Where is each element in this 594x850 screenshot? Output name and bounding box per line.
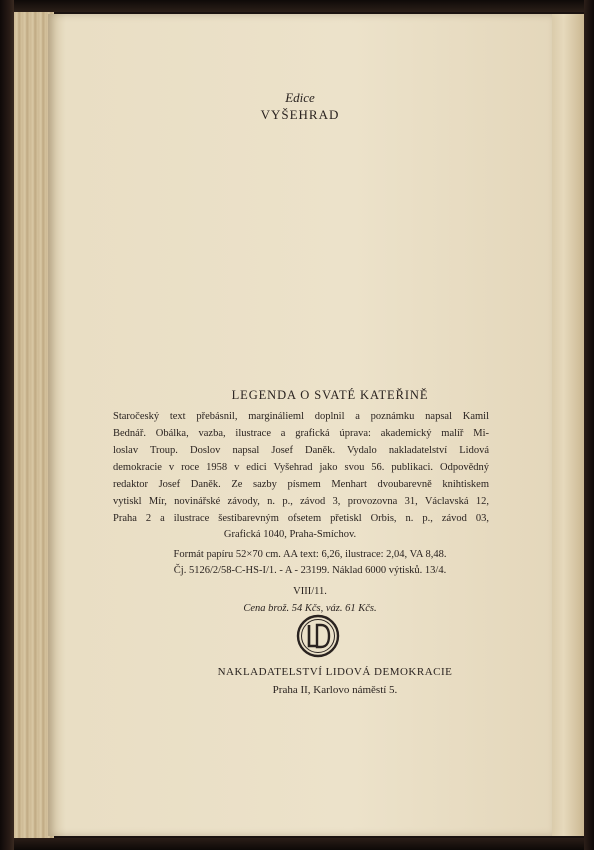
format-line: Formát papíru 52×70 cm. AA text: 6,26, ilustrace: 2,04, VA 8,48. bbox=[173, 549, 447, 560]
book-cover-right-edge bbox=[584, 0, 594, 850]
reference-line: Čj. 5126/2/58-C-HS-I/1. - A - 23199. Náklad 6000 výtisků. 13/4. bbox=[173, 565, 447, 576]
colophon-line: Praha 2 a ilustrace šestibarevným ofsetem přetiskl Orbis, n. p., závod 03, bbox=[113, 513, 489, 524]
colophon-line: Staročeský text přebásnil, marginálieml doplnil a poznámku napsal Kamil bbox=[113, 411, 489, 422]
colophon-last-line: Grafická 1040, Praha-Smíchov. bbox=[223, 529, 357, 540]
colophon-line: Bednář. Obálka, vazba, ilustrace a grafická úprava: akademický malíř Mi- bbox=[113, 428, 489, 439]
right-page-edge bbox=[550, 14, 584, 836]
book-title: LEGENDA O SVATÉ KATEŘINĚ bbox=[231, 388, 429, 402]
publisher-logo-icon bbox=[296, 614, 340, 658]
colophon-line: redaktor Josef Daněk. Ze sazby písmem Menhart dvoubarevně knihtiskem bbox=[113, 479, 489, 490]
colophon-paragraph bbox=[113, 408, 489, 527]
series-label: Edice bbox=[285, 90, 315, 105]
edition-code: VIII/11. bbox=[293, 586, 327, 597]
price-line: Cena brož. 54 Kčs, váz. 61 Kčs. bbox=[243, 603, 377, 614]
book-cover-left-edge bbox=[0, 0, 14, 850]
publisher-name: NAKLADATELSTVÍ LIDOVÁ DEMOKRACIE bbox=[217, 666, 453, 678]
book-cover-top-edge bbox=[0, 0, 594, 12]
series-name: VYŠEHRAD bbox=[260, 107, 340, 122]
colophon-line: loslav Troup. Doslov napsal Josef Daněk. Vydalo nakladatelství Lidová bbox=[113, 445, 489, 456]
book-cover-bottom-edge bbox=[0, 838, 594, 850]
publisher-address: Praha II, Karlovo náměstí 5. bbox=[272, 684, 398, 696]
colophon-line: vytiskl Mír, novinářské závody, n. p., závod 3, provozovna 31, Václavská 12, bbox=[113, 496, 489, 507]
colophon-line: demokracie v roce 1958 v edici Vyšehrad jako svou 56. publikaci. Odpovědný bbox=[113, 462, 489, 473]
